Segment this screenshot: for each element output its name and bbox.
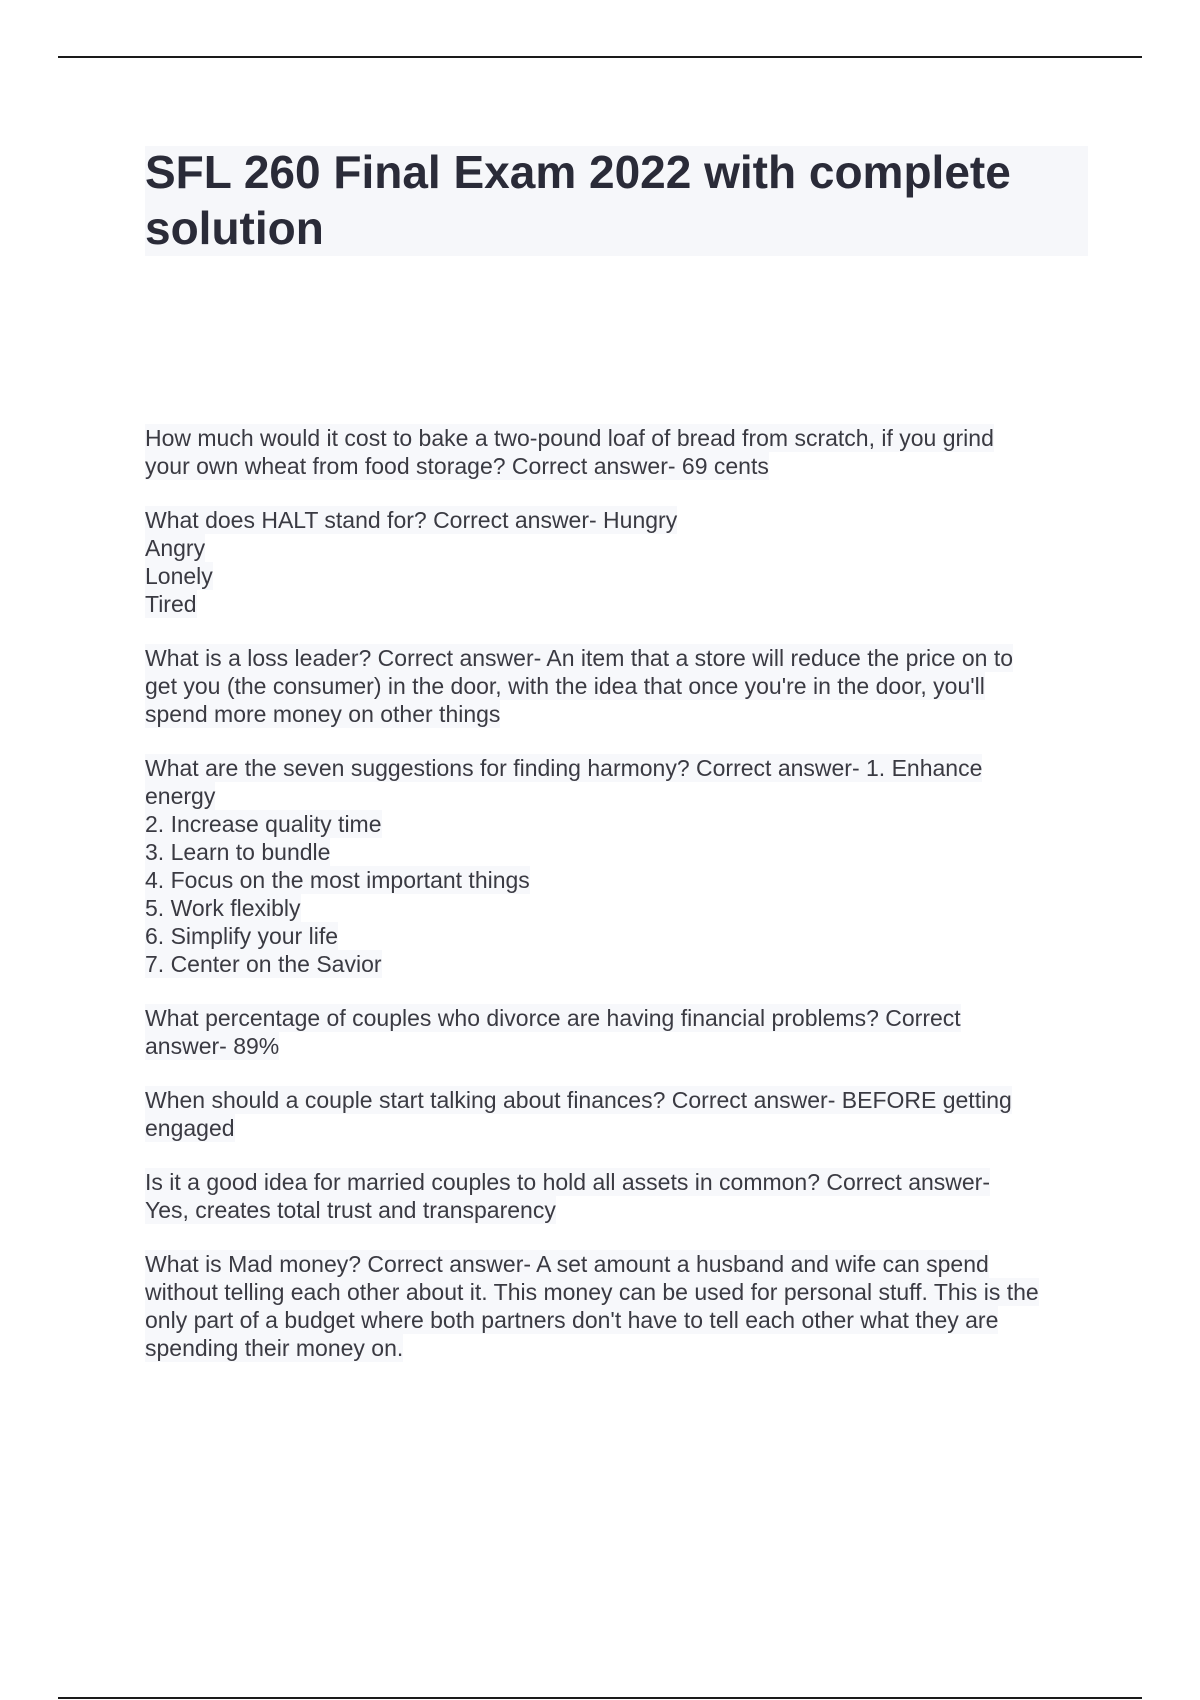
page-title	[145, 144, 1088, 256]
qa-line: Yes, creates total trust and transparency	[145, 1197, 556, 1223]
qa-line: Tired	[145, 591, 197, 617]
qa-line: spend more money on other things	[145, 701, 501, 727]
qa-item	[145, 506, 1095, 618]
title-line-2: solution	[145, 202, 324, 254]
bottom-rule	[58, 1697, 1142, 1699]
qa-line: spending their money on.	[145, 1335, 404, 1361]
qa-line: energy	[145, 783, 216, 809]
qa-line: Is it a good idea for married couples to hold all assets in common? Correct answer-	[145, 1169, 991, 1195]
qa-line: What is Mad money? Correct answer- A set amount a husband and wife can spend	[145, 1251, 989, 1277]
title-block	[145, 146, 1088, 256]
qa-line: What are the seven suggestions for finding harmony? Correct answer- 1. Enhance	[145, 755, 983, 781]
qa-line: 3. Learn to bundle	[145, 839, 331, 865]
qa-item	[145, 1086, 1095, 1142]
qa-line: your own wheat from food storage? Correct answer- 69 cents	[145, 453, 769, 479]
top-rule	[58, 56, 1142, 58]
qa-line: What is a loss leader? Correct answer- An item that a store will reduce the price on to	[145, 645, 1014, 671]
qa-line: get you (the consumer) in the door, with the idea that once you're in the door, you'll	[145, 673, 985, 699]
qa-line: When should a couple start talking about finances? Correct answer- BEFORE getting	[145, 1087, 1012, 1113]
qa-item	[145, 1168, 1095, 1224]
qa-line: Lonely	[145, 563, 213, 589]
title-line-1: SFL 260 Final Exam 2022 with complete	[145, 146, 1011, 198]
qa-item	[145, 644, 1095, 728]
qa-item	[145, 1250, 1095, 1362]
qa-line: only part of a budget where both partners don't have to tell each other what they are	[145, 1307, 999, 1333]
qa-line: answer- 89%	[145, 1033, 280, 1059]
qa-line: 2. Increase quality time	[145, 811, 382, 837]
qa-line: 5. Work flexibly	[145, 895, 301, 921]
qa-item	[145, 754, 1095, 978]
qa-line: without telling each other about it. This money can be used for personal stuff. This is the	[145, 1279, 1039, 1305]
qa-line: 4. Focus on the most important things	[145, 867, 530, 893]
qa-line: 7. Center on the Savior	[145, 951, 382, 977]
qa-list	[145, 424, 1095, 1388]
qa-item	[145, 424, 1095, 480]
qa-line: How much would it cost to bake a two-pound loaf of bread from scratch, if you grind	[145, 425, 994, 451]
qa-line: What percentage of couples who divorce are having financial problems? Correct	[145, 1005, 961, 1031]
qa-line: What does HALT stand for? Correct answer- Hungry	[145, 507, 678, 533]
qa-line: engaged	[145, 1115, 235, 1141]
qa-line: Angry	[145, 535, 206, 561]
qa-line: 6. Simplify your life	[145, 923, 339, 949]
qa-item	[145, 1004, 1095, 1060]
